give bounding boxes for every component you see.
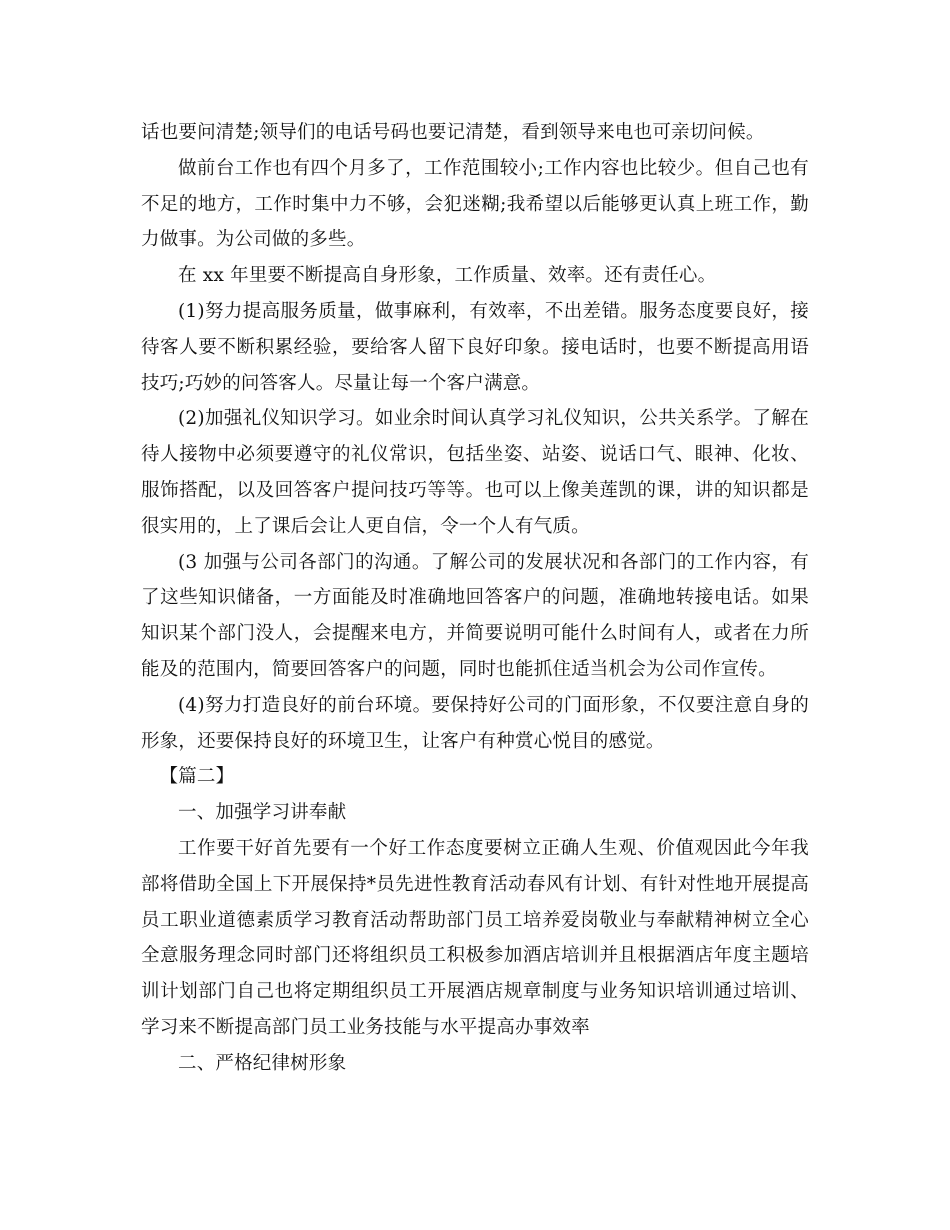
paragraph-item-1: (1)努力提高服务质量，做事麻利，有效率，不出差错。服务态度要良好，接待客人要不断积累经验，要给客人留下良好印象。接电话时，也要不断提高用语技巧;巧妙的问答客人。尽量让每一个客户满意。 (141, 300, 809, 394)
subheading-discipline-image: 二、严格纪律树形象 (178, 1052, 347, 1074)
paragraph-item-4: (4)努力打造良好的前台环境。要保持好公司的门面形象，不仅要注意自身的形象，还要保持良好的环境卫生，让客户有种赏心悦目的感觉。 (141, 694, 809, 752)
paragraph-continuation: 话也要问清楚;领导们的电话号码也要记清楚，看到领导来电也可亲切问候。 (141, 122, 765, 143)
paragraph-item-3: (3 加强与公司各部门的沟通。了解公司的发展状况和各部门的工作内容，有了这些知识储备，一方面能及时准确地回答客户的问题，准确地转接电话。如果知识某个部门没人，会提醒来电方，并简要说明可能什么时间有人，或者在力所能及的范围内，简要回答客户的问题，同时也能抓住适当机会为公司作宣传。 (141, 551, 809, 680)
paragraph-front-desk-review: 做前台工作也有四个月多了，工作范围较小;工作内容也比较少。但自己也有不足的地方，工作时集中力不够，会犯迷糊;我希望以后能够更认真上班工作，勤力做事。为公司做的多些。 (141, 157, 809, 251)
paragraph-yearly-goal: 在 xx 年里要不断提高自身形象，工作质量、效率。还有责任心。 (178, 265, 717, 287)
paragraph-item-2: (2)加强礼仪知识学习。如业余时间认真学习礼仪知识，公共关系学。了解在待人接物中必须要遵守的礼仪常识，包括坐姿、站姿、说话口气、眼神、化妆、服饰搭配，以及回答客户提问技巧等等。也可以上像美莲凯的课，讲的知识都是很实用的，上了课后会让人更自信，令一个人有气质。 (141, 408, 809, 537)
section-title-part-two: 【篇二】 (159, 766, 235, 788)
subheading-study-dedication: 一、加强学习讲奉献 (178, 802, 347, 824)
document-body (141, 115, 809, 1082)
paragraph-study-dedication: 工作要干好首先要有一个好工作态度要树立正确人生观、价值观因此今年我部将借助全国上下开展保持*员先进性教育活动春风有计划、有针对性地开展提高员工职业道德素质学习教育活动帮助部门员工培养爱岗敬业与奉献精神树立全心全意服务理念同时部门还将组织员工积极参加酒店培训并且根据酒店年度主题培训计划部门自己也将定期组织员工开展酒店规章制度与业务知识培训通过培训、学习来不断提高部门员工业务技能与水平提高办事效率 (141, 837, 809, 1038)
